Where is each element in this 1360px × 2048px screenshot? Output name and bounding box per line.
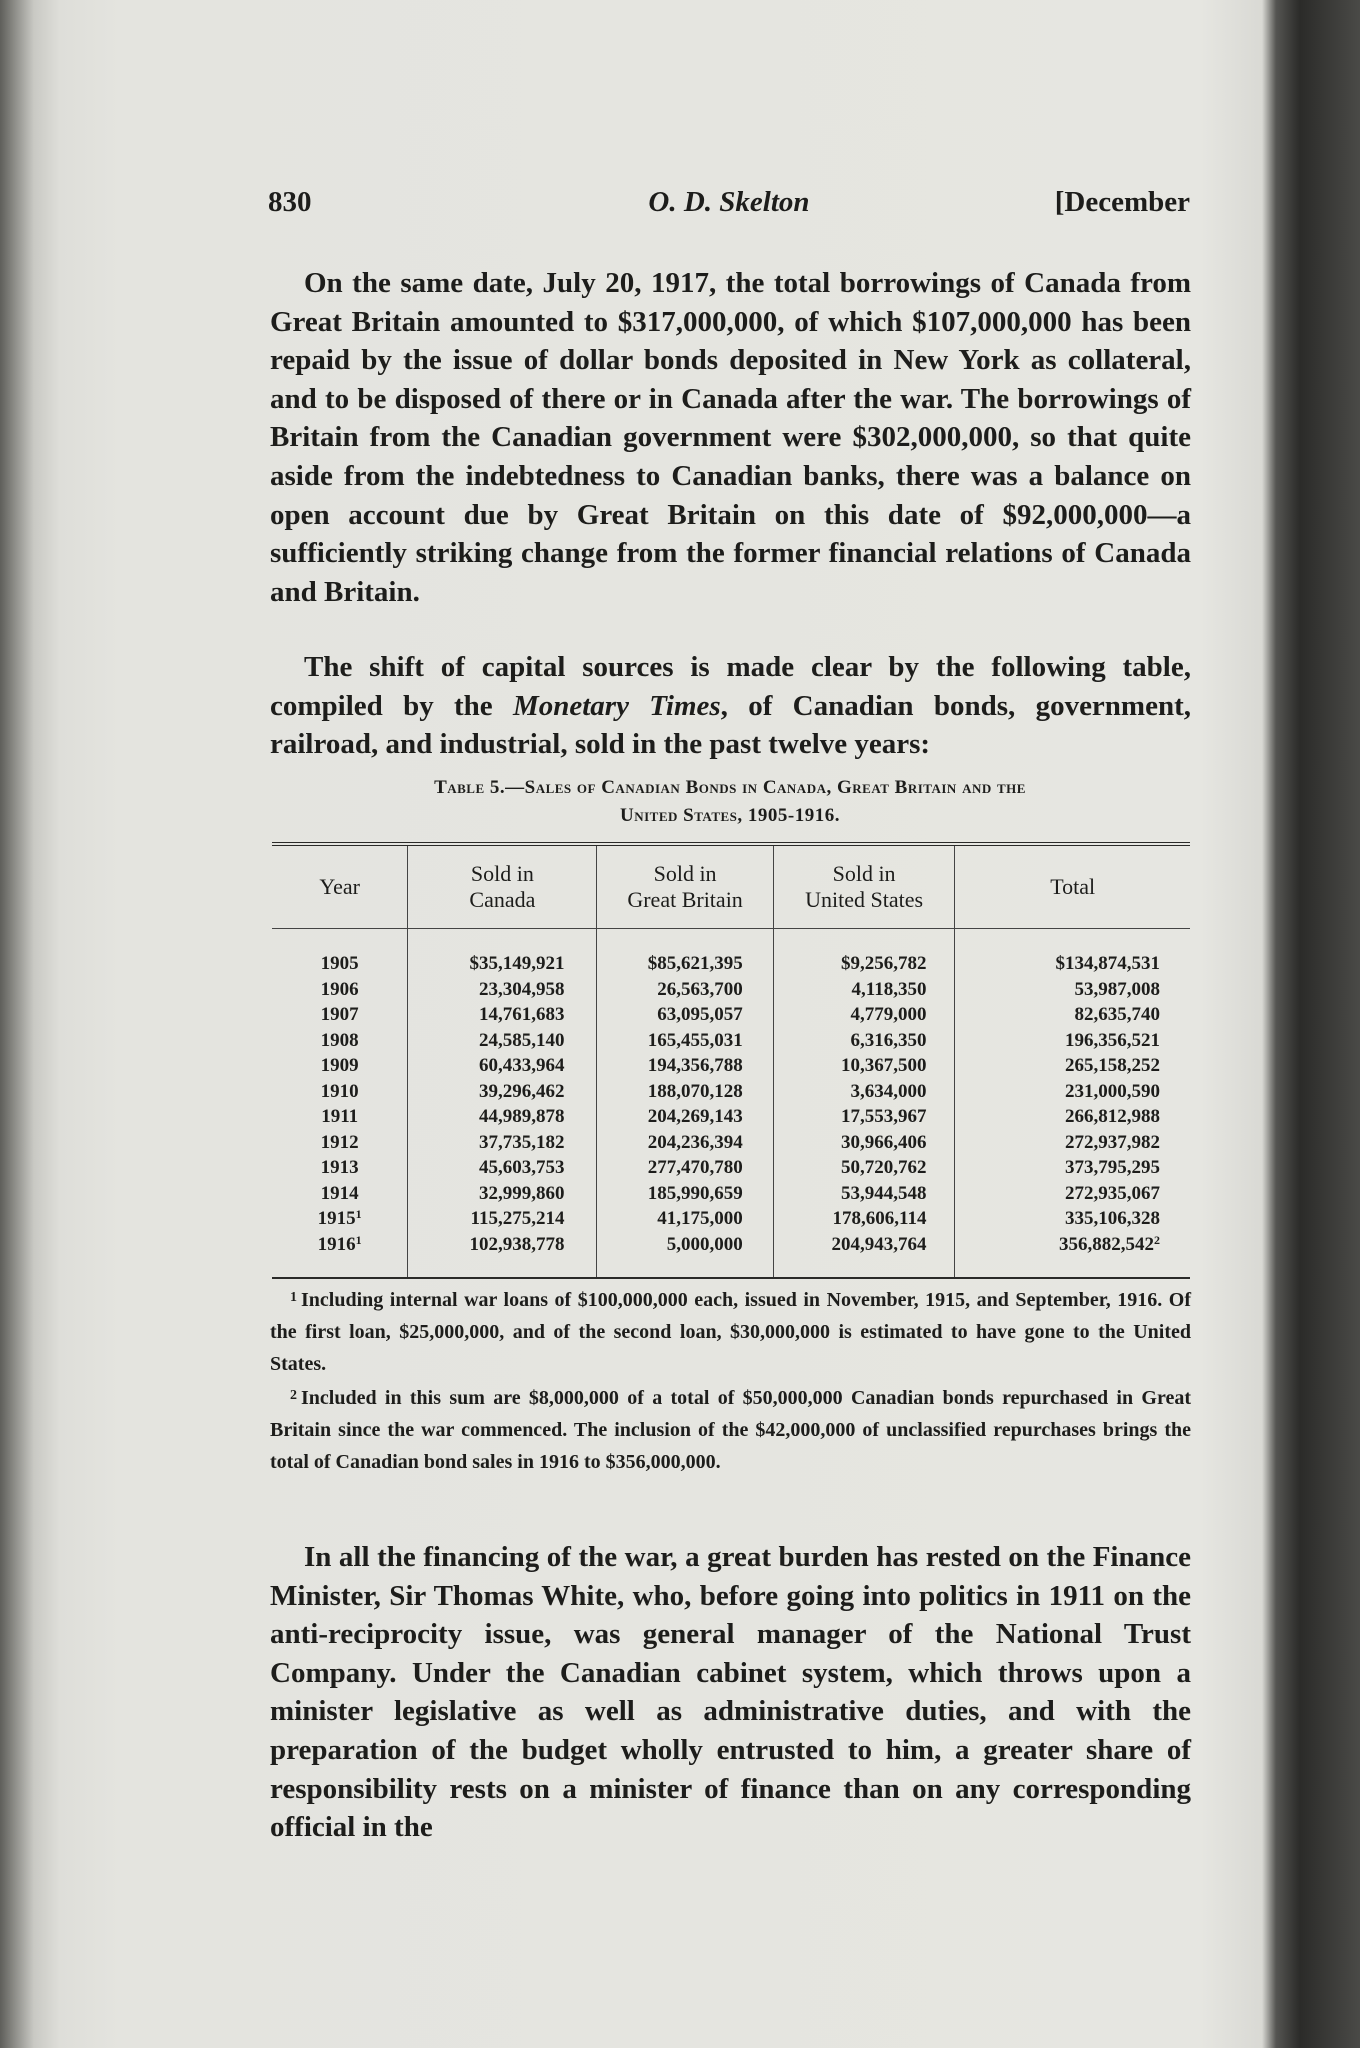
cell-sold-in-united-states <box>773 1232 955 1278</box>
table-row <box>272 977 1190 1003</box>
page-number: 830 <box>268 186 312 218</box>
footnote-1 <box>270 1282 1191 1380</box>
cell-sold-in-united-states-value: $9,256,782 <box>840 953 927 974</box>
cell-year-value: 1908 <box>320 1029 359 1051</box>
cell-sold-in-great-britain-value: 277,470,780 <box>647 1157 743 1178</box>
cell-sold-in-canada-value: 39,296,462 <box>478 1080 565 1102</box>
cell-sold-in-great-britain <box>597 1206 773 1232</box>
table-row <box>272 1130 1190 1156</box>
cell-year-value: 1915 <box>317 1208 356 1229</box>
cell-year <box>272 1028 408 1054</box>
header-total: Total <box>955 846 1190 929</box>
cell-sold-in-united-states-value: 4,118,350 <box>851 978 927 1000</box>
table-header-row <box>272 846 1190 929</box>
cell-sold-in-great-britain-value: 26,563,700 <box>657 978 743 1000</box>
header-sold-in-great-britain <box>597 846 773 929</box>
cell-sold-in-great-britain <box>597 1155 773 1181</box>
bond-sales-table-frame <box>272 842 1190 1279</box>
cell-sold-in-canada-value: 37,735,182 <box>478 1131 565 1153</box>
cell-sold-in-great-britain <box>597 1130 773 1156</box>
cell-sold-in-united-states-value: 17,553,967 <box>840 1106 927 1127</box>
table-row <box>272 1079 1190 1105</box>
paragraph-capital-shift-publication: Monetary Times <box>512 689 721 722</box>
cell-total <box>955 1232 1190 1278</box>
cell-sold-in-great-britain <box>597 1053 773 1079</box>
cell-year-value: 1909 <box>320 1055 359 1076</box>
paragraph-capital-shift-text-b: , of Canadian bonds, government, railroad, and industrial, sold in the past twelve years: <box>270 689 1192 761</box>
table-row <box>272 1206 1190 1232</box>
cell-sold-in-great-britain <box>597 1232 773 1278</box>
cell-sold-in-united-states-value: 178,606,114 <box>832 1208 927 1229</box>
cell-sold-in-united-states-value: 6,316,350 <box>850 1029 927 1051</box>
cell-sold-in-united-states-value: 3,634,000 <box>850 1080 927 1102</box>
cell-sold-in-great-britain-value: 194,356,788 <box>647 1055 743 1076</box>
table-caption-line-2: United States, 1905-1916. <box>620 805 840 826</box>
cell-sold-in-canada-value: 23,304,958 <box>478 978 565 1000</box>
cell-sold-in-united-states <box>773 1181 955 1207</box>
cell-sold-in-great-britain-value: 188,070,128 <box>647 1080 743 1102</box>
cell-sold-in-united-states <box>773 1002 955 1028</box>
cell-sold-in-great-britain <box>597 977 773 1003</box>
paragraph-borrowings: On the same date, July 20, 1917, the total borrowings of Canada from Great Britain amounted to $317,000,000, of which $107,000,000 has been repaid by the issue of dollar bonds deposited in New York as collateral, and to be disposed of there or in Canada after the war. The borrowings of Britain from the Canadian government were $302,000,000, so that quite aside from the indebtedness to Canadian banks, there was a balance on open account due by Great Britain on this date of $92,000,000—a sufficiently striking change from the former financial relations of Canada and Britain. <box>270 267 1191 608</box>
cell-sold-in-canada <box>408 1181 597 1207</box>
header-britain-line-2: Great Britain <box>627 887 743 912</box>
cell-sold-in-great-britain <box>597 1104 773 1130</box>
table-body <box>272 929 1190 1278</box>
cell-sold-in-canada-value: 32,999,860 <box>478 1182 565 1204</box>
cell-sold-in-great-britain-value: 63,095,057 <box>657 1004 743 1025</box>
cell-sold-in-united-states <box>773 1130 955 1156</box>
cell-sold-in-great-britain <box>597 929 773 977</box>
cell-year <box>272 1104 408 1130</box>
cell-total-value: 231,000,590 <box>1065 1080 1160 1102</box>
cell-sold-in-united-states-value: 204,943,764 <box>831 1233 927 1255</box>
cell-year <box>272 1206 408 1232</box>
header-britain-line-1: Sold in <box>653 861 717 886</box>
cell-year-value: 1905 <box>320 953 359 974</box>
cell-total <box>955 1130 1190 1156</box>
footnote-2-mark: 2 <box>290 1388 297 1403</box>
table-row <box>272 1155 1190 1181</box>
cell-sold-in-canada <box>408 1104 597 1130</box>
cell-total-value: 53,987,008 <box>1074 978 1160 1000</box>
cell-sold-in-united-states-value: 30,966,406 <box>840 1131 927 1153</box>
table-row <box>272 1028 1190 1054</box>
table-row <box>272 1053 1190 1079</box>
footnote-ref: 1 <box>355 1207 362 1221</box>
header-sold-in-canada <box>408 846 597 929</box>
cell-total <box>955 1181 1190 1207</box>
cell-sold-in-united-states-value: 10,367,500 <box>840 1055 927 1076</box>
header-canada-line-1: Sold in <box>470 861 534 886</box>
cell-sold-in-united-states <box>773 929 955 977</box>
cell-total-value: 272,937,982 <box>1065 1131 1160 1153</box>
table-row <box>272 1181 1190 1207</box>
cell-sold-in-great-britain-value: 5,000,000 <box>666 1233 743 1255</box>
cell-sold-in-united-states <box>773 1079 955 1105</box>
cell-total-value: 265,158,252 <box>1065 1055 1160 1076</box>
cell-sold-in-united-states <box>773 977 955 1003</box>
header-sold-in-united-states <box>773 846 955 929</box>
cell-sold-in-canada <box>408 977 597 1003</box>
cell-sold-in-canada-value: 60,433,964 <box>478 1055 565 1076</box>
paragraph-capital-shift <box>270 648 1191 764</box>
cell-sold-in-great-britain-value: 185,990,659 <box>647 1182 743 1204</box>
cell-sold-in-canada <box>408 1002 597 1028</box>
cell-total <box>955 1155 1190 1181</box>
cell-total-value: $134,874,531 <box>1055 953 1160 974</box>
cell-year <box>272 1232 408 1278</box>
footnote-2 <box>270 1380 1191 1478</box>
header-us-line-2: United States <box>805 887 924 912</box>
cell-year-value: 1916 <box>317 1233 356 1255</box>
running-head-author: O. D. Skelton <box>648 186 810 218</box>
cell-sold-in-canada-value: 24,585,140 <box>478 1029 565 1051</box>
cell-sold-in-canada-value: 14,761,683 <box>478 1004 565 1025</box>
cell-sold-in-great-britain-value: 165,455,031 <box>647 1029 743 1051</box>
table-row <box>272 1104 1190 1130</box>
cell-total-value: 373,795,295 <box>1065 1157 1160 1178</box>
cell-year-value: 1914 <box>320 1182 359 1204</box>
cell-sold-in-canada <box>408 1053 597 1079</box>
cell-total-value: 196,356,521 <box>1065 1029 1160 1051</box>
cell-sold-in-canada <box>408 1028 597 1054</box>
cell-sold-in-canada <box>408 1232 597 1278</box>
table-caption-line-1: Table 5.—Sales of Canadian Bonds in Canada, Great Britain and the <box>434 777 1026 798</box>
cell-year <box>272 1053 408 1079</box>
cell-year-value: 1906 <box>320 978 359 1000</box>
cell-sold-in-canada-value: $35,149,921 <box>469 953 565 974</box>
cell-total <box>955 1206 1190 1232</box>
running-head <box>268 186 1190 226</box>
cell-year-value: 1913 <box>320 1157 359 1178</box>
cell-sold-in-canada-value: 102,938,778 <box>469 1233 565 1255</box>
cell-sold-in-united-states-value: 53,944,548 <box>840 1182 927 1204</box>
cell-year-value: 1907 <box>320 1004 359 1025</box>
paragraph-capital-shift-text-a: The shift of capital sources is made clear by the following table, compiled by the <box>270 651 1191 722</box>
table-row <box>272 1002 1190 1028</box>
cell-sold-in-canada <box>408 1206 597 1232</box>
cell-year <box>272 1002 408 1028</box>
cell-total-value: 272,935,067 <box>1065 1182 1160 1204</box>
cell-total <box>955 1002 1190 1028</box>
cell-sold-in-united-states <box>773 1053 955 1079</box>
cell-sold-in-great-britain-value: $85,621,395 <box>647 953 743 974</box>
cell-sold-in-canada <box>408 1130 597 1156</box>
cell-total-value: 335,106,328 <box>1065 1208 1160 1229</box>
cell-total <box>955 1028 1190 1054</box>
cell-year-value: 1912 <box>320 1131 359 1153</box>
table-row <box>272 1232 1190 1278</box>
footnote-1-mark: 1 <box>290 1290 297 1305</box>
cell-sold-in-canada <box>408 929 597 977</box>
cell-total <box>955 1053 1190 1079</box>
header-canada-line-2: Canada <box>469 887 536 912</box>
cell-sold-in-great-britain-value: 204,236,394 <box>647 1131 743 1153</box>
cell-total-value: 82,635,740 <box>1074 1004 1160 1025</box>
cell-sold-in-united-states <box>773 1104 955 1130</box>
footnote-ref: 1 <box>355 1232 362 1247</box>
cell-sold-in-united-states-value: 50,720,762 <box>840 1157 927 1178</box>
cell-sold-in-canada-value: 45,603,753 <box>478 1157 565 1178</box>
cell-total <box>955 1079 1190 1105</box>
cell-sold-in-great-britain <box>597 1181 773 1207</box>
cell-sold-in-canada <box>408 1155 597 1181</box>
cell-sold-in-united-states <box>773 1206 955 1232</box>
cell-total-value: 266,812,988 <box>1065 1106 1160 1127</box>
cell-total <box>955 977 1190 1003</box>
header-year: Year <box>272 846 408 929</box>
cell-sold-in-great-britain <box>597 1028 773 1054</box>
cell-sold-in-united-states <box>773 1028 955 1054</box>
table-row <box>272 929 1190 977</box>
cell-year <box>272 1155 408 1181</box>
running-head-month: [December <box>1054 186 1190 218</box>
footnote-ref: 2 <box>1154 1232 1160 1247</box>
header-us-line-1: Sold in <box>832 861 896 886</box>
cell-sold-in-united-states <box>773 1155 955 1181</box>
cell-year <box>272 1130 408 1156</box>
cell-year <box>272 1181 408 1207</box>
cell-year <box>272 929 408 977</box>
paragraph-finance-minister: In all the financing of the war, a great burden has rested on the Finance Minister, Sir Thomas White, who, before going into politics in 1911 on the anti-reciprocity issue, was general manager of the National Trust Company. Under the Canadian cabinet system, which throws upon a minister legislative as well as administrative duties, and with the preparation of the budget wholly entrusted to him, a greater share of responsibility rests on a minister of finance than on any corresponding official in the <box>270 1541 1191 1844</box>
cell-total-value: 356,882,542 <box>1059 1233 1154 1255</box>
footnote-1-text: Including internal war loans of $100,000,000 each, issued in November, 1915, and September, 1916. Of the first loan, $25,000,000, and of the second loan, $30,000,000 is estimated to have gone to the United States. <box>270 1289 1191 1375</box>
cell-year-value: 1911 <box>321 1106 359 1127</box>
cell-year-value: 1910 <box>320 1080 359 1102</box>
cell-sold-in-united-states-value: 4,779,000 <box>850 1004 927 1025</box>
cell-year <box>272 1079 408 1105</box>
cell-sold-in-great-britain <box>597 1079 773 1105</box>
cell-total <box>955 929 1190 977</box>
cell-sold-in-canada <box>408 1079 597 1105</box>
cell-total <box>955 1104 1190 1130</box>
cell-sold-in-great-britain-value: 204,269,143 <box>647 1106 743 1127</box>
cell-year <box>272 977 408 1003</box>
bond-sales-table <box>272 846 1190 1277</box>
cell-sold-in-great-britain-value: 41,175,000 <box>657 1208 743 1229</box>
cell-sold-in-canada-value: 115,275,214 <box>470 1208 565 1229</box>
footnotes <box>270 1282 1191 1478</box>
cell-sold-in-canada-value: 44,989,878 <box>478 1106 565 1127</box>
cell-sold-in-great-britain <box>597 1002 773 1028</box>
table-caption <box>268 774 1192 830</box>
footnote-2-text: Included in this sum are $8,000,000 of a total of $50,000,000 Canadian bonds repurchased in Great Britain since the war commenced. The inclusion of the $42,000,000 of unclassified repurchases brings the total of Canadian bond sales in 1916 to $356,000,000. <box>270 1387 1191 1473</box>
